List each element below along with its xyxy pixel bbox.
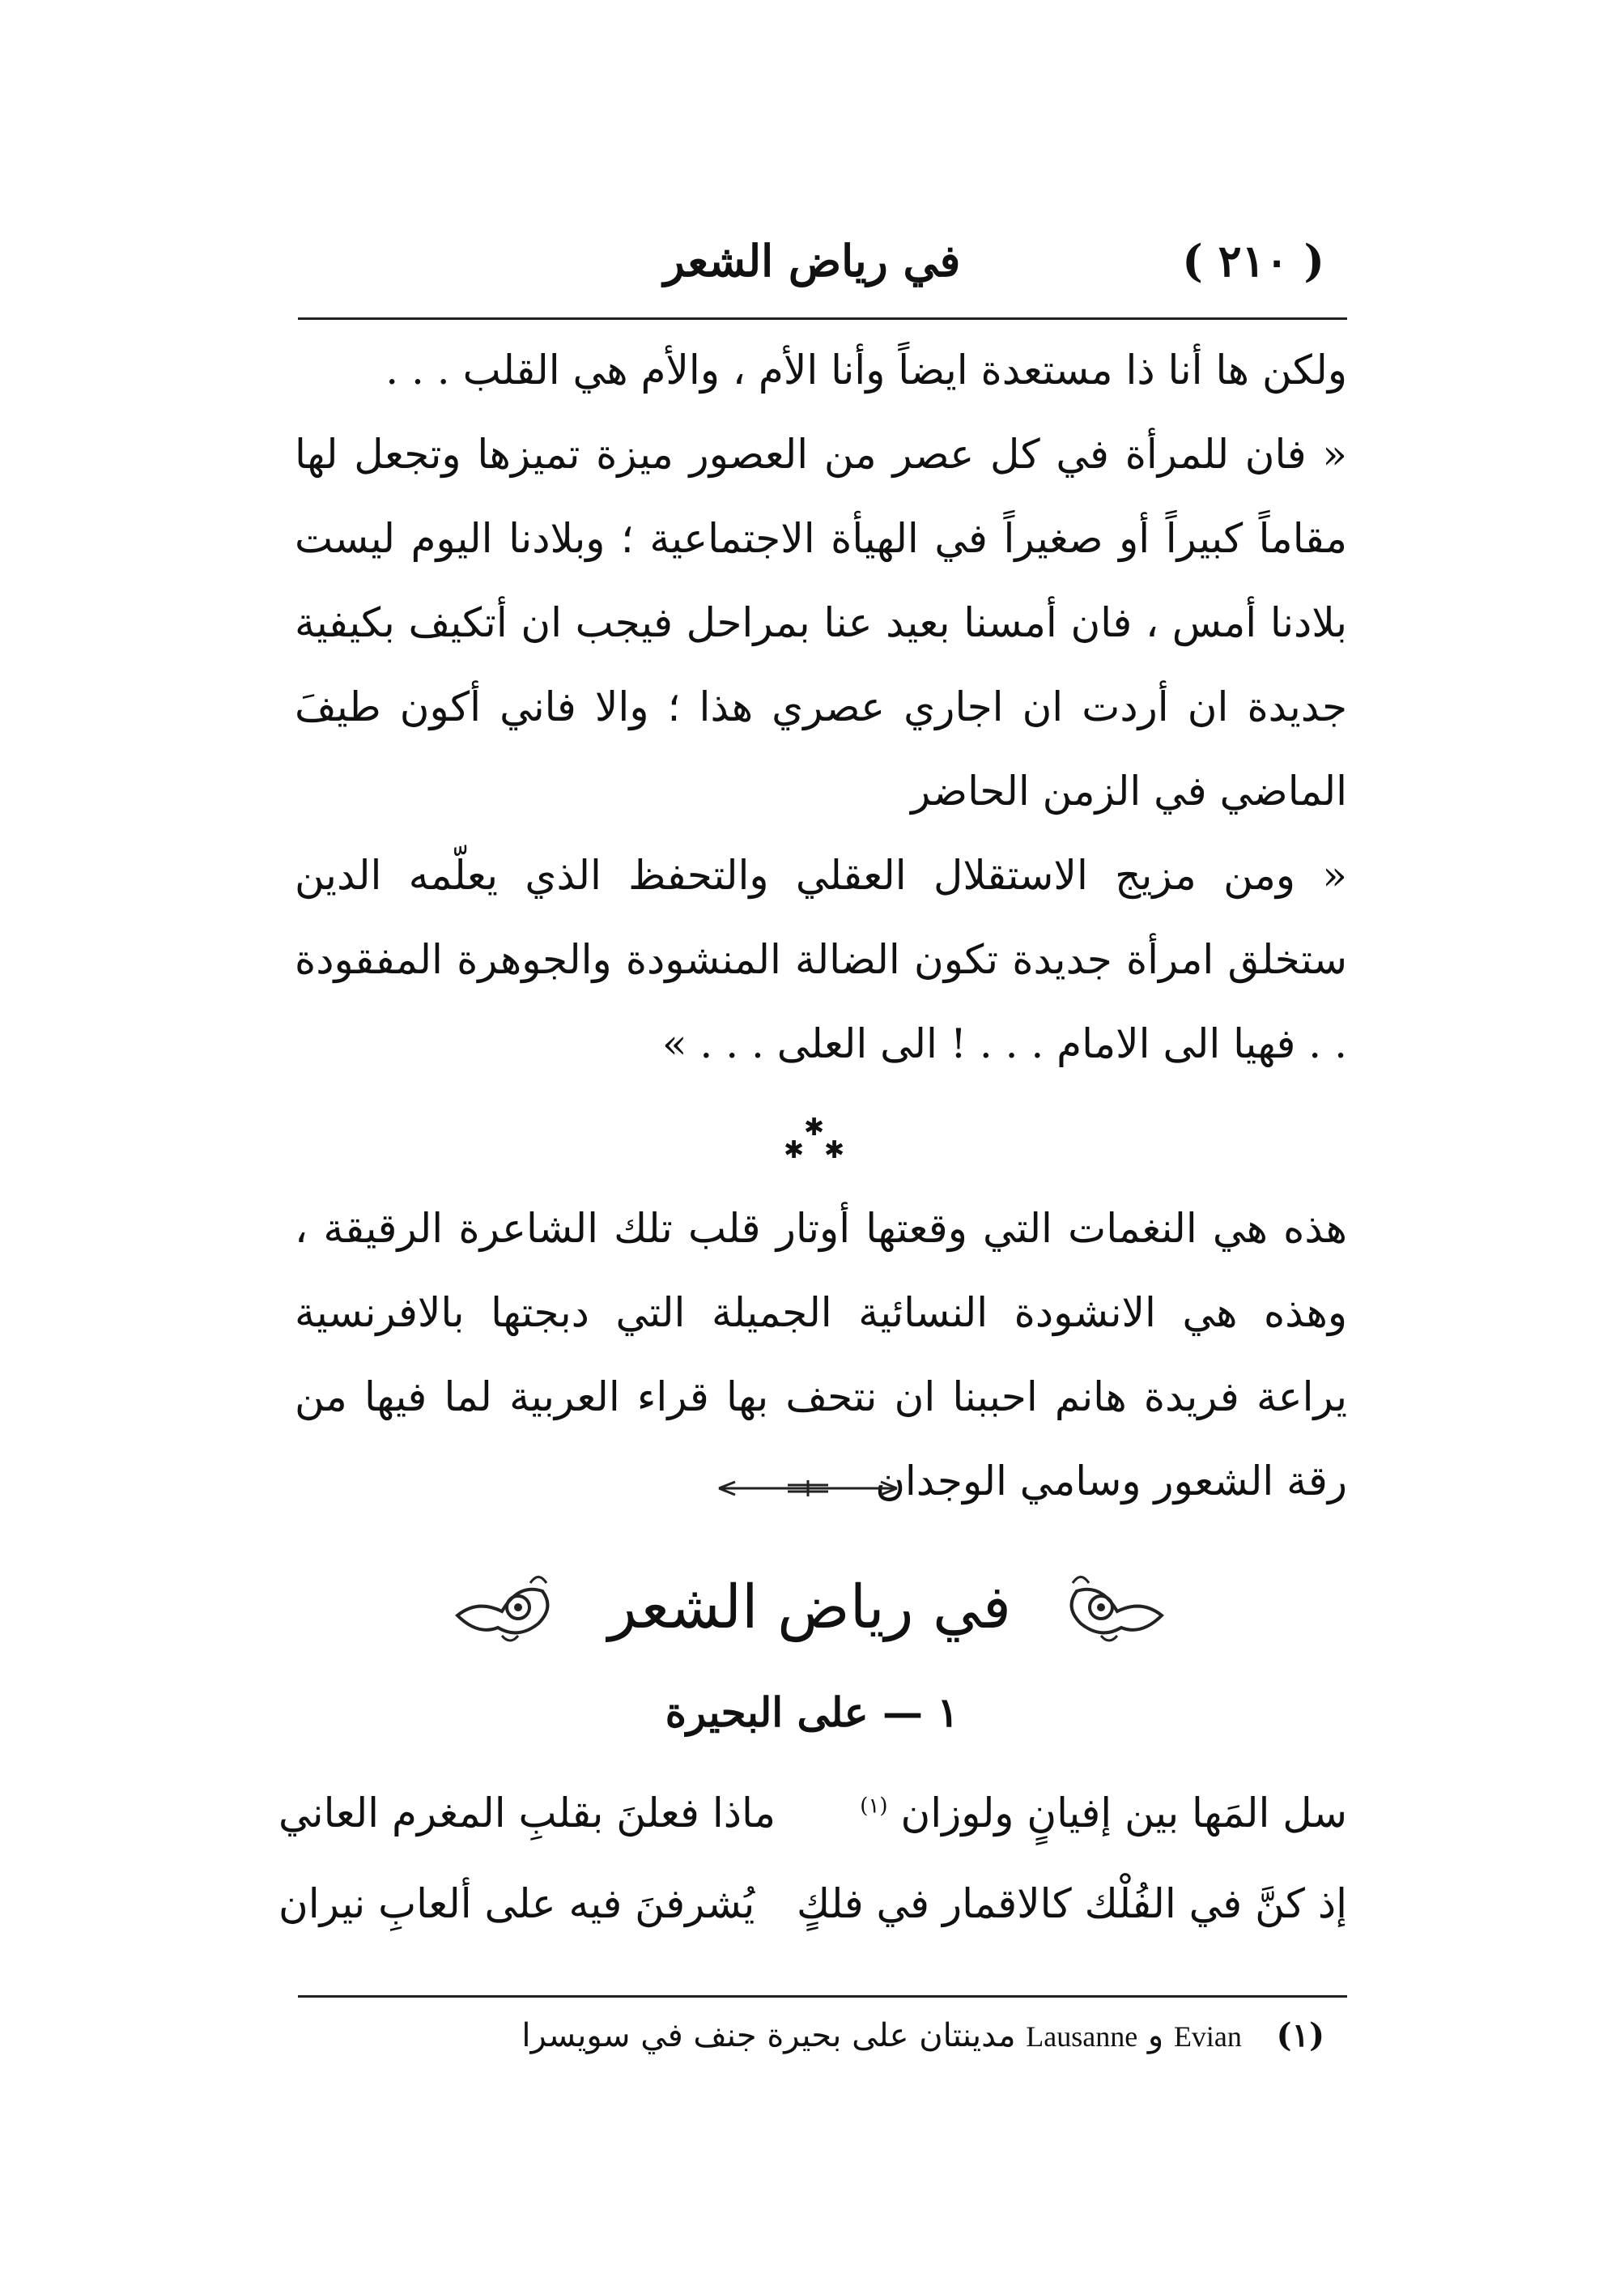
verse-hemistich-first: إذ كنَّ في الفُلْك كالاقمار في فلكٍ (797, 1880, 1347, 1927)
star-icon: ✱ (804, 1113, 825, 1142)
floral-ornament-icon (1061, 1567, 1166, 1648)
verse-line (278, 1790, 1347, 1880)
running-title: في رياض الشعر (663, 235, 961, 287)
section-title: في رياض الشعر (607, 1573, 1012, 1642)
paragraph: ولكن ها أنا ذا مستعدة ايضاً وأنا الأم ، والأم هي القلب . . . (385, 347, 1347, 394)
footnote-number: (١) (1276, 2016, 1324, 2054)
footnote (296, 2016, 1324, 2054)
paragraph: « فان للمرأة في كل عصر من العصور ميزة تميزها وتجعل لها مقاماً كبيراً أو صغيراً في الهيأة الاجتماعية ؛ وبلادنا اليوم ليست بلادنا أمس ، فان أمسنا بعيد عنا بمراحل فيجب ان أتكيف بكيفية جديدة ان أردت ان اجاري عصري هذا ؛ والا فاني أكون طيفَ الماضي في الزمن الحاضر (295, 431, 1347, 815)
page-number: ( ٢١٠ ) (1182, 235, 1324, 287)
star-icon: ✱ (824, 1136, 845, 1164)
section-heading (453, 1559, 1166, 1656)
footnote-latin: Evian (1173, 2020, 1242, 2053)
body-text (295, 328, 1347, 1086)
closing-text (295, 1186, 1347, 1523)
header-rule (298, 317, 1347, 320)
separator-stars (777, 1113, 850, 1173)
paragraph: « ومن مزيج الاستقلال العقلي والتحفظ الذي يعلّمه الدين ستخلق امرأة جديدة تكون الضالة المنشودة والجوهرة المفقودة . . فهيا الى الامام . . . ! الى العلى . . . » (295, 852, 1347, 1067)
star-icon: ✱ (784, 1136, 805, 1164)
verse-hemistich-first: سل المَها بين إفيانٍ ولوزان $^{(١)}$ (860, 1790, 1347, 1836)
running-header (300, 235, 1324, 308)
footnote-conjunction: و (1147, 2017, 1164, 2054)
footnote-marker: (١) (860, 1794, 888, 1819)
footnote-latin: Lausanne (1026, 2020, 1138, 2053)
floral-ornament-icon (453, 1567, 559, 1648)
footnote-rule (298, 1995, 1347, 1998)
verse-hemistich-second: يُشرفنَ فيه على ألعابِ نيران (278, 1880, 755, 1927)
verse-line (278, 1880, 1347, 1971)
paragraph: هذه هي النغمات التي وقعتها أوتار قلب تلك الشاعرة الرقيقة ، وهذه هي الانشودة النسائية الجميلة التي دبجتها بالافرنسية يراعة فريدة هانم احببنا ان نتحف بها قراء العربية لما فيها من رقة الشعور وسامي الوجدان (295, 1205, 1347, 1505)
poem-title: ١ — على البحيرة (665, 1688, 959, 1736)
footnote-text: مدينتان على بحيرة جنف في سويسرا (521, 2017, 1016, 2054)
verse-hemistich-second: ماذا فعلنَ بقلبِ المغرم العاني (278, 1790, 776, 1836)
divider-ornament-icon (711, 1480, 905, 1496)
poem-verses (278, 1790, 1347, 1971)
